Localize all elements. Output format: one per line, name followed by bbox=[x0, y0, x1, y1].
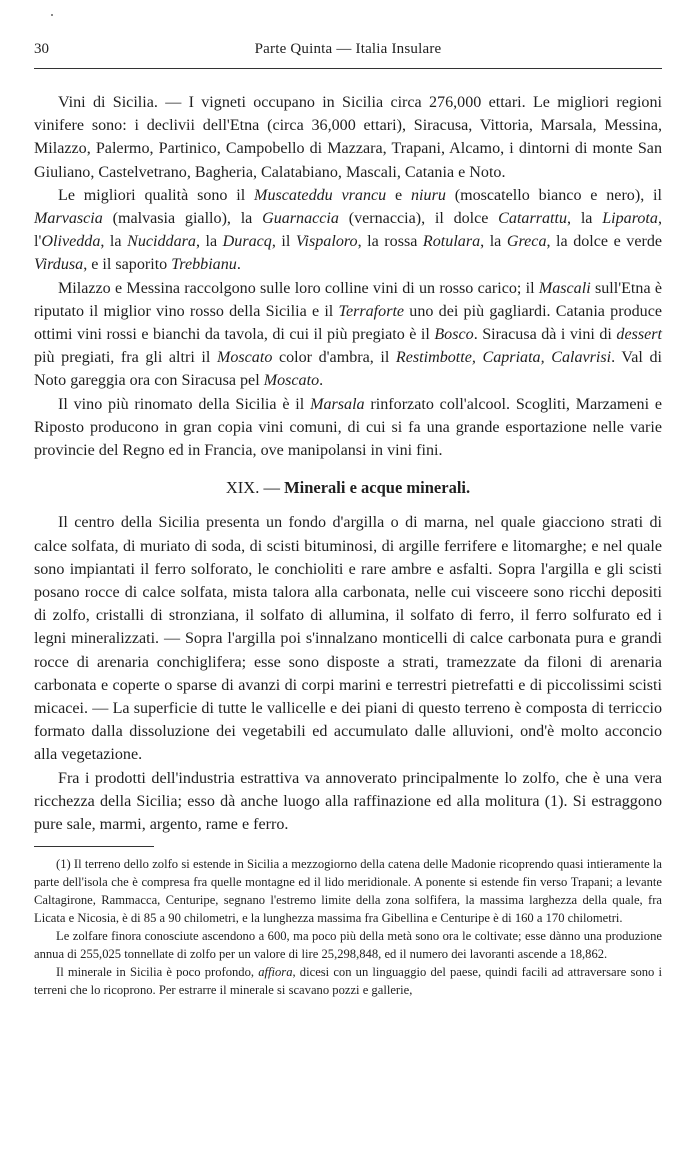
text-run: Le migliori qualità sono il bbox=[58, 186, 255, 204]
text-run: uno dei più gagliardi. Catania produce ottimi vini rossi e bianchi da tavola, di cui il più pregiato è il bbox=[34, 302, 663, 344]
text-run: , il bbox=[271, 233, 296, 251]
text-run: , la bbox=[567, 210, 603, 228]
wine-name: Moscato bbox=[216, 349, 273, 367]
text-run: (moscatello bianco e nero), il bbox=[445, 186, 662, 204]
paragraph-lead: Vini di Sicilia. bbox=[58, 94, 158, 111]
text-run: , dicesi con un linguaggio del paese, quindi facili ad attraversare sono i terreni che lo ricoprono. Per estrarre il minerale si scavano pozzi e gallerie, bbox=[34, 965, 662, 998]
text-run: , l' bbox=[34, 210, 662, 251]
main-text bbox=[34, 91, 662, 836]
text-run: . bbox=[236, 256, 241, 274]
wine-name: Greca bbox=[506, 233, 547, 251]
wine-name: Guarnaccia bbox=[262, 210, 339, 228]
paragraph-text: — I vigneti occupano in Sicilia circa 276,000 ettari. Le migliori regioni vinifere sono: i declivii dell'Etna (circa 36,000 ettari), Siracusa, Vittoria, Marsala, Messina, Milazzo, Palermo, Partinico, Campobello di Mazzara, Trapani, Alcamo, i dintorni di monte San Giuliano, Castelvetrano, Bagheria, Calatabiano, Mascali, Catania e Noto. bbox=[34, 94, 662, 181]
text-run: , la dolce e verde bbox=[546, 233, 663, 251]
paragraph-vini-intro bbox=[34, 91, 662, 184]
wine-name: Olivedda bbox=[41, 233, 101, 251]
text-run: (vernaccia), il dolce bbox=[338, 210, 499, 228]
section-heading bbox=[34, 476, 662, 499]
wine-name: Trebbianu bbox=[171, 256, 237, 274]
text-run: Milazzo e Messina raccolgono sulle loro colline vini di un rosso carico; il bbox=[58, 279, 539, 297]
text-run: Il minerale in Sicilia è poco profondo, bbox=[56, 965, 259, 980]
wine-name: Bosco bbox=[434, 326, 474, 344]
text-run: . Siracusa dà i vini di bbox=[473, 326, 617, 344]
text-run: color d'ambra, il bbox=[272, 349, 396, 367]
paragraph-minerali-geologia: Il centro della Sicilia presenta un fondo d'argilla o di marna, nel quale giacciono strati di calce solfata, di muriato di soda, di scisti bituminosi, di argille ferrifere e litomarghe; e nel quale sono impiantati il ferro solforato, le conchioliti e rare ambre e asfalti. Sopra l'argilla e gli scisti posano rocce di calce solfata, mista talora alla carbonata, nelle cui visceere sono ricchi depositi di zolfo, cristalli di stronziana, il solfato di allumina, il solfato di ferro, il ferro solfurato ed i legni mineralizzati. — Sopra l'argilla poi s'innalzano monticelli di calce carbonata pura e grandi rocce di arenaria conchiglifera; esse sono disposte a strati, tramezzate da filoni di arenaria carbonata e coperte o sparse di avanzi di corpi marini e terrestri pietrefatti e di piccolissimi scisti micacei. — La superficie di tutte le vallicelle e dei piani di questo terreno è composta di terriccio formato dalla dissoluzione dei vegetabili ed accumulato dalle alluvioni, ond'è molto acconcio alla vegetazione. bbox=[34, 514, 662, 764]
text-run: Il vino più rinomato della Sicilia è il bbox=[58, 395, 311, 413]
wine-name: Liparota bbox=[602, 210, 658, 228]
footnote-3 bbox=[34, 963, 662, 999]
text-run: sull'Etna è riputato il miglior vino rosso della Sicilia e il bbox=[34, 279, 662, 320]
wine-name: Vispaloro bbox=[295, 233, 358, 251]
wine-name: Mascali bbox=[538, 279, 591, 297]
text-run: rinforzato coll'alcool. Scogliti, Marzameni e Riposto producono in gran copia vini comuni, di cui si fa una grande esportazione nelle varie provincie del Regno ed in Francia, ove manipolansi in vini fini. bbox=[34, 395, 662, 460]
running-header bbox=[34, 38, 662, 60]
text-run: . Val di Noto gareggia ora con Siracusa pel bbox=[34, 349, 662, 390]
wine-name: Restimbotte, Capriata, Calavrisi bbox=[395, 349, 612, 367]
wine-name: Duracq bbox=[222, 233, 272, 251]
text-run: e bbox=[386, 186, 411, 204]
paragraph-vini-qualita bbox=[34, 184, 662, 277]
text-run: , e il saporito bbox=[83, 256, 172, 274]
wine-name: Terraforte bbox=[338, 302, 405, 320]
footnote-2: Le zolfare finora conosciute ascendono a 600, ma poco più della metà sono ora le coltivate; esse dànno una produzione annua di 255,025 tonnellate di zolfo per un valore di lire 25,298,848, ed il numero dei lavoranti ascende a 18,862. bbox=[34, 929, 662, 962]
section-number: XIX. — bbox=[225, 478, 280, 498]
paragraph-vini-zone bbox=[34, 277, 662, 393]
paragraph-vini-marsala bbox=[34, 393, 662, 463]
wine-name: Moscato bbox=[263, 372, 320, 390]
text-run: , la bbox=[100, 233, 128, 251]
running-title: Parte Quinta — Italia Insulare bbox=[254, 41, 442, 57]
text-run: , la bbox=[195, 233, 223, 251]
wine-name: Marsala bbox=[310, 395, 365, 413]
wine-name: Rotulara bbox=[422, 233, 481, 251]
footnote-rule bbox=[34, 846, 154, 847]
wine-name: Virdusa bbox=[34, 256, 84, 274]
wine-name: Nuciddara bbox=[127, 233, 196, 251]
wine-name: Catarrattu bbox=[498, 210, 568, 228]
dialect-term: affiora bbox=[258, 965, 293, 980]
page-number: 30 bbox=[34, 41, 49, 57]
text-run: (malvasia giallo), la bbox=[102, 210, 263, 228]
wine-name: niuru bbox=[411, 186, 446, 204]
footnote-1: (1) Il terreno dello zolfo si estende in Sicilia a mezzogiorno della catena delle Madonie ricoprendo quasi intieramente la parte dell'isola che è compresa fra quelle montagne ed il lido meridionale. A ponente si estende fin verso Trapani; a levante Caltagirone, Rammacca, Centuripe, segnano l'estremo limite della zona solfifera, la massima larghezza della quale, fra Licata e Nicosia, è di 85 a 90 chilometri, e la lunghezza massima fra Gibellina e Centuripe è di 160 a 170 chilometri. bbox=[34, 857, 662, 926]
text-run: più pregiati, fra gli altri il bbox=[34, 349, 217, 367]
text-run: , la rossa bbox=[357, 233, 423, 251]
section-title: Minerali e acque minerali. bbox=[284, 478, 471, 498]
wine-name: dessert bbox=[616, 326, 662, 344]
paragraph-minerali-zolfo: Fra i prodotti dell'industria estrattiva va annoverato principalmente lo zolfo, che è una vera ricchezza della Sicilia; esso dà anche luogo alla raffinazione ed alla molitura (1). Si estraggono pure sale, marmi, argento, rame e ferro. bbox=[34, 769, 662, 834]
header-rule bbox=[34, 68, 662, 69]
wine-name: Marvascia bbox=[34, 210, 103, 228]
print-speck bbox=[51, 14, 53, 16]
page bbox=[34, 38, 662, 999]
wine-name: Muscateddu vrancu bbox=[254, 186, 387, 204]
text-run: , la bbox=[480, 233, 507, 251]
footnotes bbox=[34, 855, 662, 999]
text-run: . bbox=[319, 372, 324, 390]
